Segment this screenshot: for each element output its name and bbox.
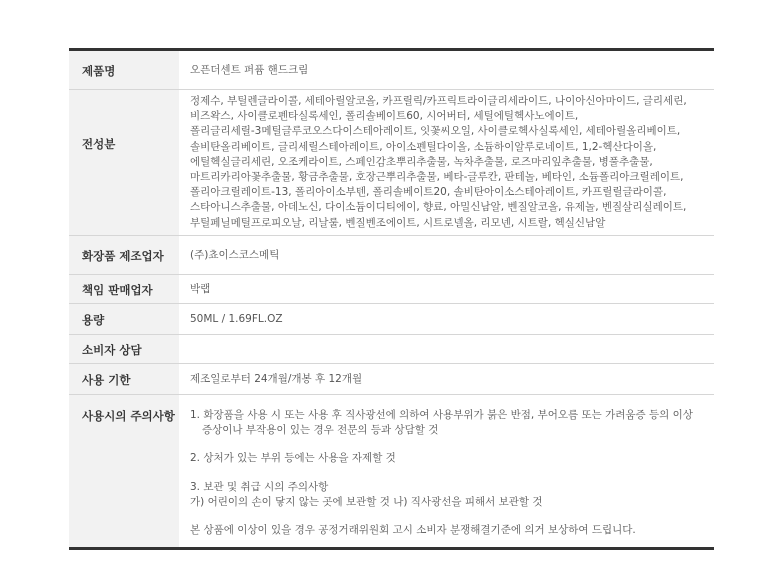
row-usage-period	[69, 364, 714, 395]
row-cautions	[69, 395, 714, 547]
ingredients-line: 스타아니스추출물, 아데노신, 다이소듐이디티에이, 향료, 아밀신남알, 벤질알코올, 유제놀, 벤질살리실레이트,	[190, 201, 687, 214]
product-info-table	[69, 48, 714, 550]
row-consumer-consult	[69, 335, 714, 364]
caution-item: 2. 상처가 있는 부위 등에는 사용을 자제할 것	[190, 452, 396, 465]
ingredients-line: 솔비탄올리베이트, 글리세릴스테아레이트, 아이소펜틸다이올, 소듐하이알루로네이트, 1,2-헥산다이올,	[190, 140, 657, 153]
value-cautions	[179, 395, 714, 547]
label-ingredients: 전성분	[69, 90, 179, 235]
row-manufacturer	[69, 236, 714, 275]
row-ingredients	[69, 90, 714, 236]
ingredients-line: 폴리글리세릴-3메틸글루코오스다이스테아레이트, 잇꽃씨오일, 사이클로헥사실록세인, 세테아릴올리베이트,	[190, 125, 681, 138]
ingredients-line: 마트리카리아꽃추출물, 황금추출물, 호장근뿌리추출물, 베타-글루칸, 판테놀, 베타인, 소듐폴리아크릴레이트,	[190, 171, 684, 184]
label-cautions: 사용시의 주의사항	[69, 395, 179, 547]
caution-item-continuation: 증상이나 부작용이 있는 경우 전문의 등과 상담할 것	[202, 424, 439, 437]
ingredients-line: 폴리아크릴레이트-13, 폴리아이소부텐, 폴리솔베이트20, 솔비탄아이소스테아레이트, 카프릴릴글라이콜,	[190, 186, 667, 199]
row-seller	[69, 275, 714, 304]
value-volume: 50ML / 1.69FL.OZ	[190, 313, 283, 325]
label-manufacturer: 화장품 제조업자	[69, 236, 179, 274]
row-product-name	[69, 51, 714, 90]
ingredients-line: 비즈왁스, 사이클로펜타실록세인, 폴리솔베이트60, 시어버터, 세틸에틸헥사노에이트,	[190, 110, 579, 123]
ingredients-line: 에틸헥실글리세린, 오조케라이트, 스페인감초뿌리추출물, 녹차추출물, 로즈마리잎추출물, 병풀추출물,	[190, 155, 653, 168]
value-manufacturer: (주)쵸이스코스메틱	[190, 249, 280, 261]
caution-item: 3. 보관 및 취급 시의 주의사항	[190, 480, 329, 493]
label-consumer-consult: 소비자 상담	[69, 335, 179, 363]
caution-item: 1. 화장품을 사용 시 또는 사용 후 직사광선에 의하여 사용부위가 붉은 반점, 부어오름 또는 가려움증 등의 이상	[190, 409, 693, 421]
value-ingredients	[179, 90, 714, 235]
label-volume: 용량	[69, 304, 179, 334]
ingredients-line: 부틸페닐메틸프로피오날, 리날룰, 벤질벤조에이트, 시트로넬올, 리모넨, 시트랄, 헥실신남알	[190, 216, 606, 229]
value-consumer-consult	[179, 335, 714, 363]
label-product-name: 제품명	[69, 51, 179, 89]
label-seller: 책임 판매업자	[69, 275, 179, 303]
value-usage-period: 제조일로부터 24개월/개봉 후 12개월	[190, 373, 363, 385]
value-product-name: 오픈더센트 퍼퓸 핸드크림	[190, 64, 309, 76]
value-seller: 박랩	[190, 283, 211, 295]
compensation-notice: 본 상품에 이상이 있을 경우 공정거래위원회 고시 소비자 분쟁해결기준에 의거 보상하여 드립니다.	[190, 524, 636, 537]
ingredients-line: 정제수, 부틸렌글라이콜, 세테아릴알코올, 카프릴릭/카프릭트라이글리세라이드, 나이아신아마이드, 글리세린,	[190, 95, 687, 107]
row-volume	[69, 304, 714, 335]
label-usage-period: 사용 기한	[69, 364, 179, 394]
caution-item-continuation: 가) 어린이의 손이 닿지 않는 곳에 보관할 것 나) 직사광선을 피해서 보관할 것	[190, 495, 543, 508]
